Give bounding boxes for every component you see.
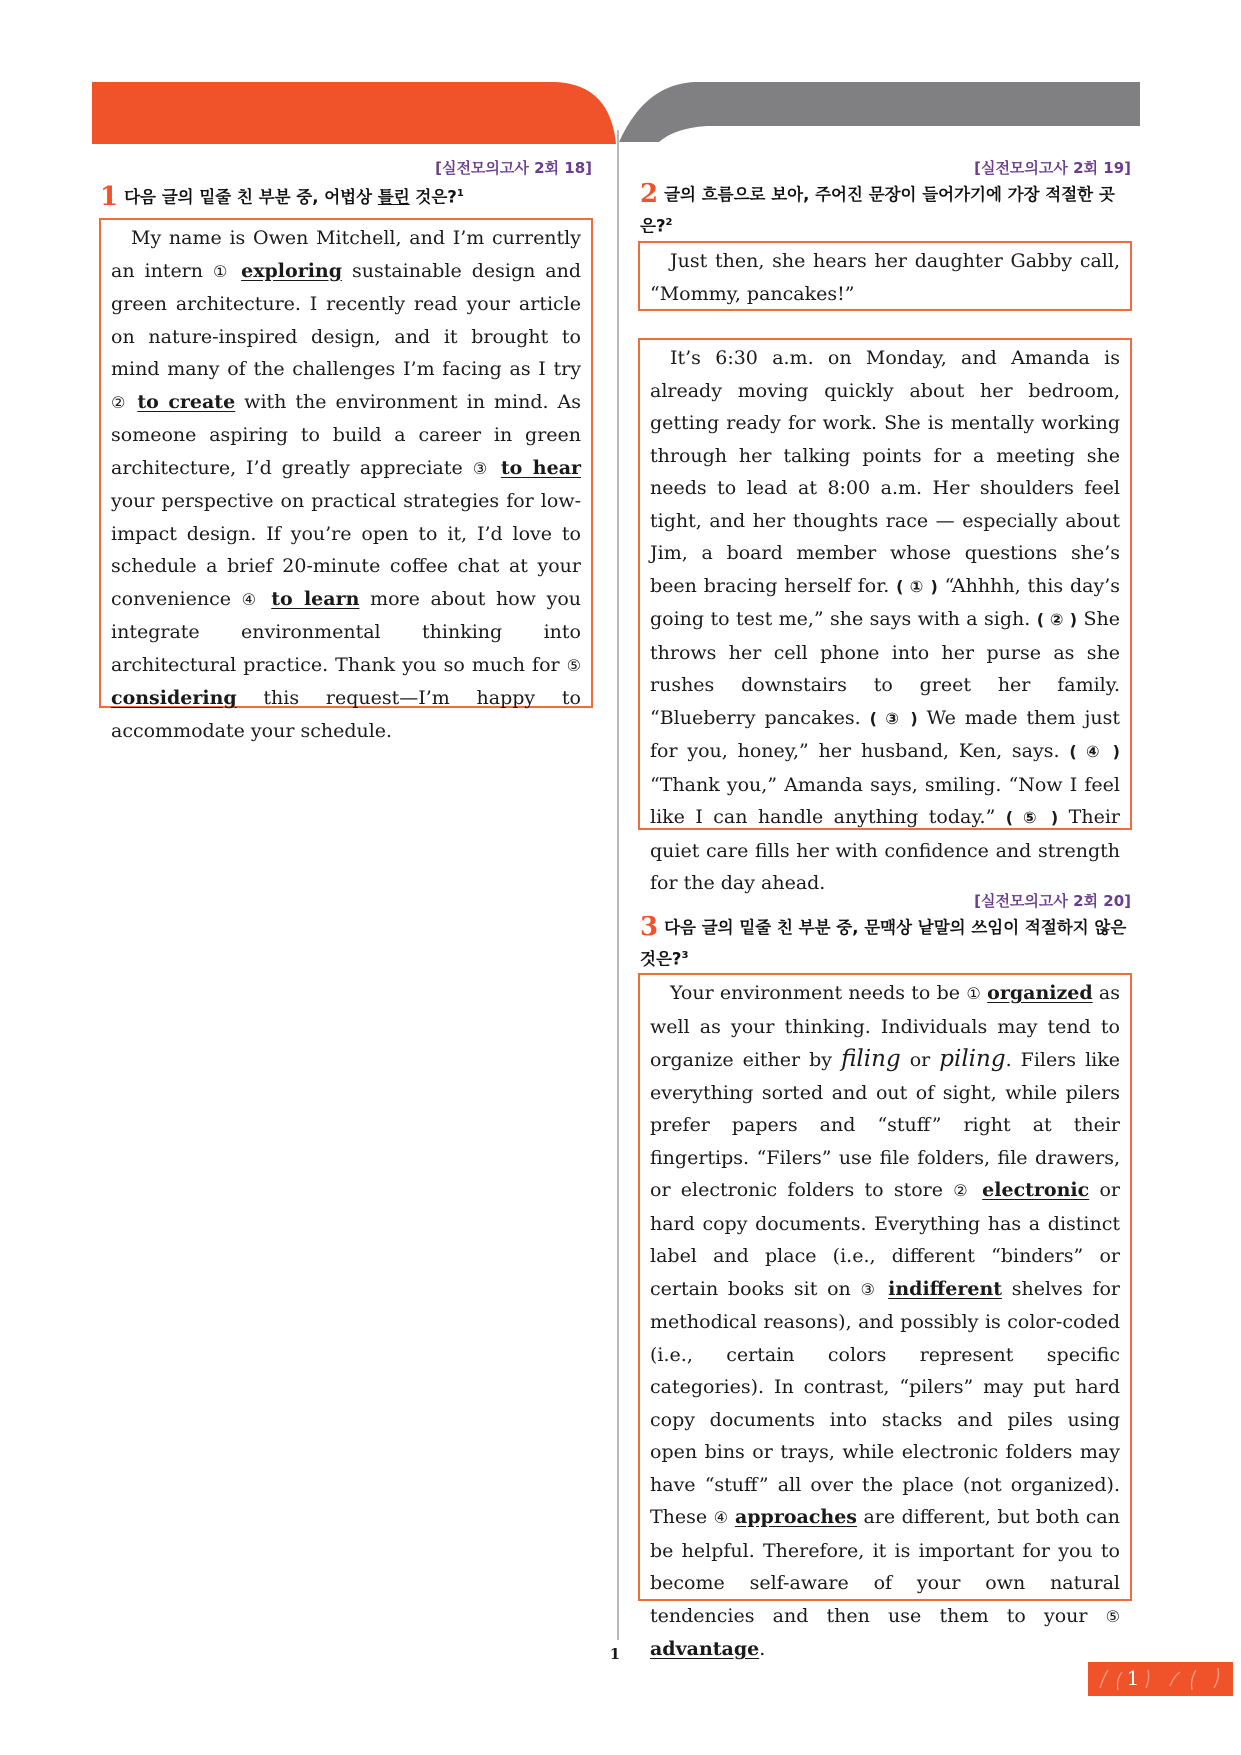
header-bar-right [615,80,1145,146]
page-number: 1 [609,1645,621,1663]
q2-source: [실전모의고사 2회 19] [974,159,1131,177]
page-corner-tab [1088,1662,1233,1696]
q2-passage-box [638,338,1132,894]
header-bar-left [0,80,620,146]
q1-passage: My name is Owen Mitchell, and I’m currently an intern ① exploring sustainable design and green architecture. I recently read your article on nature-inspired design, and it brought to mind many of the challenges I’m facing as I try ② to create with the environment in mind. As someone aspiring to build a career in green architecture, I’d greatly appreciate ③ to hear your perspective on practical strategies for low-impact design. If you’re open to it, I’d love to schedule a brief 20-minute coffee chat at your convenience ④ to learn more about how you integrate environmental thinking into architectural practice. Thank you so much for ⑤ considering this request—I’m happy to accommodate your schedule. [111,227,582,742]
q1-source: [실전모의고사 2회 18] [435,159,592,177]
q2-heading: 2 글의 흐름으로 보아, 주어진 문장이 들어가기에 가장 적절한 곳은?$^2$ [640,179,1115,236]
leaf-pattern-icon [1088,1662,1233,1696]
q2-passage: It’s 6:30 a.m. on Monday, and Amanda is already moving quickly about her bedroom, getting ready for work. She is mentally working through her talking points for a meeting she needs to lead at 8:00 a.m. Her shoulders feel tight, and her thoughts race — especially about Jim, a board member whose questions she’s been bracing herself for. ( ① ) “Ahhhh, this day’s going to test me,” she says with a sigh. ( ② ) She throws her cell phone into her purse as she rushes downstairs to greet her family. “Blueberry pancakes. ( ③ ) We made them just for you, honey,” her husband, Ken, says. ( ④ ) “Thank you,” Amanda says, smiling. “Now I feel like I can handle anything today.” ( ⑤ ) Their quiet care fills her with confidence and strength for the day ahead. [650,347,1121,894]
q1-passage-box [99,218,593,742]
column-divider [617,130,619,1640]
q1-number: 1 [100,181,119,212]
q3-heading: 3 다음 글의 밑줄 친 부분 중, 문맥상 낱말의 쓰임이 적절하지 않은 것은?$^3$ [640,912,1127,969]
q2-given-sentence: Just then, she hears her daughter Gabby call, “Mommy, pancakes!” [650,250,1120,305]
q3-passage: Your environment needs to be ① organized as well as your thinking. Individuals may tend to organize either by filing or piling. Filers like everything sorted and out of sight, while pilers prefer papers and “stuff” right at their fingertips. “Filers” use file folders, file drawers, or electronic folders to store ② electronic or hard copy documents. Everything has a distinct label and place (i.e., different “binders” or certain books sit on ③ indifferent shelves for methodical reasons), and possibly is color-coded (i.e., certain colors represent specific categories). In contrast, “pilers” may put hard copy documents into stacks and piles using open bins or trays, while electronic folders may have “stuff” all over the place (not organized). These ④ approaches are different, but both can be helpful. Therefore, it is important for you to become self-aware of your own natural tendencies and then use them to your ⑤ advantage. [650,982,1121,1660]
q1-heading: 1 다음 글의 밑줄 친 부분 중, 어법상 틀린 것은?$^1$ [100,181,464,212]
q3-passage-box [638,973,1132,1660]
q3-number: 3 [640,912,659,942]
q1-prompt-underline: 틀린 [377,187,410,207]
q3-source: [실전모의고사 2회 20] [974,892,1131,910]
q2-given-box [638,241,1132,311]
q2-number: 2 [640,179,659,209]
page-corner-number: 1 [1126,1666,1140,1690]
